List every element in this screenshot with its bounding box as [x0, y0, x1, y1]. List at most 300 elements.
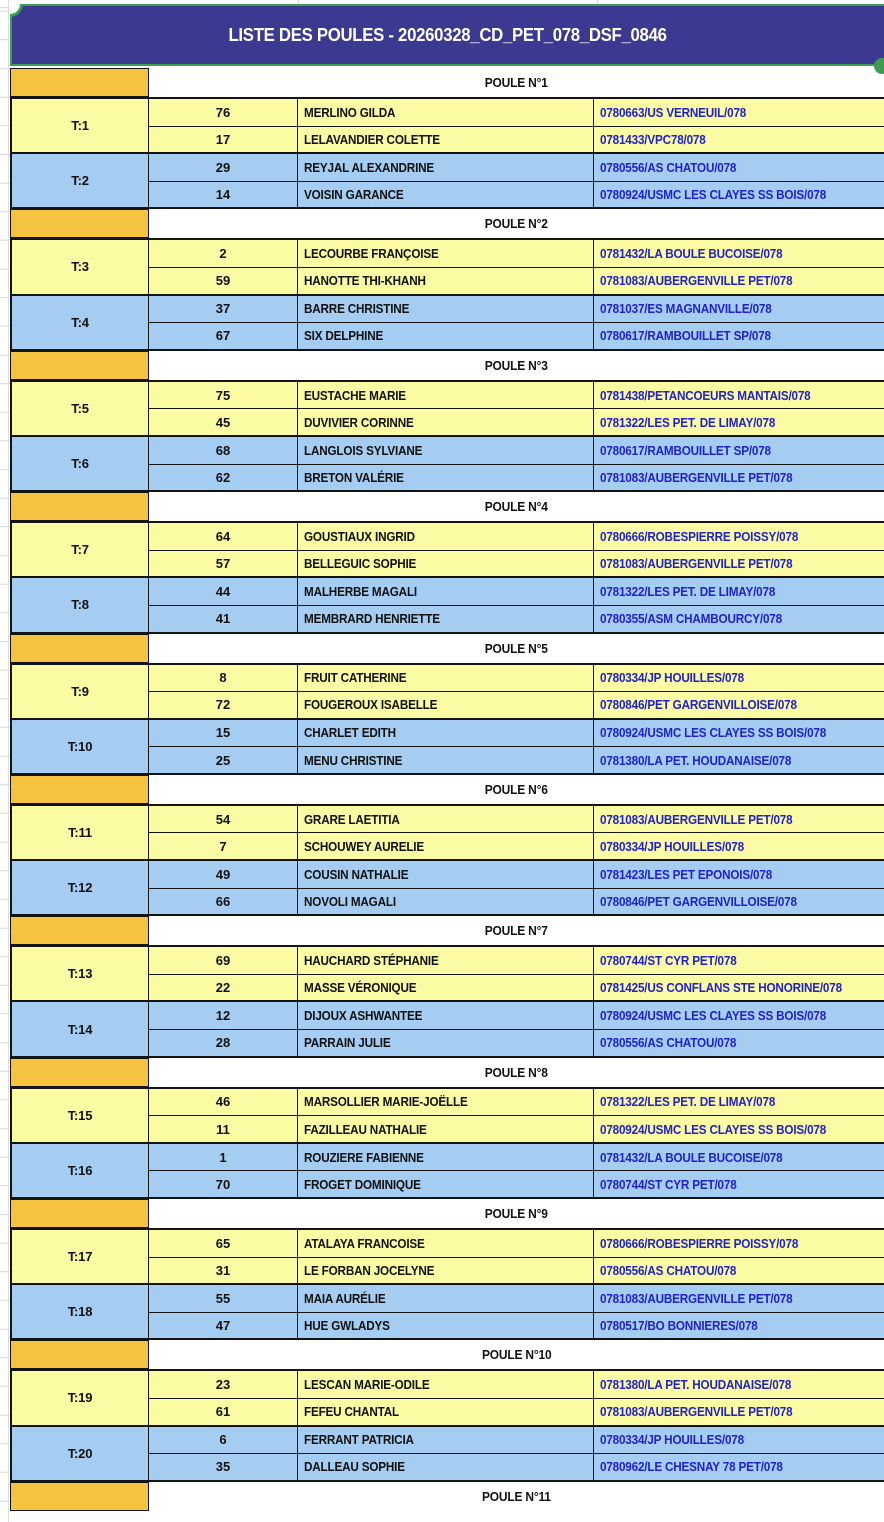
player-name-text: HAUCHARD STÉPHANIE: [304, 953, 439, 969]
player-number-cell: 72: [149, 692, 298, 718]
team-rows: [149, 437, 884, 490]
player-name-text: GOUSTIAUX INGRID: [304, 528, 415, 544]
player-club-text: 0781432/LA BOULE BUCOISE/078: [600, 246, 783, 262]
player-name-cell: [298, 889, 594, 915]
team-block: [10, 578, 884, 633]
player-club-text: 0781083/AUBERGENVILLE PET/078: [600, 273, 793, 289]
player-club-cell: [594, 1002, 884, 1029]
player-number-cell: 2: [149, 240, 298, 267]
player-row: [149, 1230, 884, 1257]
player-name-cell: [298, 1030, 594, 1056]
player-row: [149, 322, 884, 349]
player-row: [149, 947, 884, 974]
pool-header-label: [149, 916, 884, 945]
pool-header-label: [149, 209, 884, 238]
team-block: [10, 238, 884, 295]
player-row: [149, 1312, 884, 1339]
player-name-text: BARRE CHRISTINE: [304, 301, 410, 317]
pool-header-label-text: POULE N°8: [485, 1064, 548, 1080]
team-rows: [149, 1230, 884, 1283]
player-name-text: DALLEAU SOPHIE: [304, 1459, 405, 1475]
player-club-text: 0780846/PET GARGENVILLOISE/078: [600, 697, 797, 713]
player-club-cell: [594, 1144, 884, 1171]
terrain-cell: T:11: [12, 806, 149, 859]
player-name-cell: [298, 1230, 594, 1257]
pool-header-corner-cell: [10, 351, 149, 380]
player-row: [149, 99, 884, 126]
player-number-cell: 47: [149, 1313, 298, 1339]
player-name-text: LANGLOIS SYLVIANE: [304, 442, 423, 458]
player-number-cell: 1: [149, 1144, 298, 1171]
player-club-cell: [594, 833, 884, 859]
player-club-cell: [594, 947, 884, 974]
player-club-cell: [594, 747, 884, 773]
player-number-cell: 23: [149, 1371, 298, 1398]
player-club-text: 0781083/AUBERGENVILLE PET/078: [600, 1404, 793, 1420]
player-row: [149, 1144, 884, 1171]
player-name-text: MARSOLLIER MARIE-JOËLLE: [304, 1094, 468, 1110]
player-row: [149, 605, 884, 632]
player-number-cell: 14: [149, 182, 298, 208]
player-number-cell: 8: [149, 665, 298, 692]
team-rows: [149, 523, 884, 576]
pool-header-corner-cell: [10, 1340, 149, 1369]
team-rows: [149, 665, 884, 718]
team-block: [10, 861, 884, 916]
terrain-cell: T:3: [12, 240, 149, 293]
pool-header-label: [149, 634, 884, 663]
player-club-cell: [594, 1171, 884, 1197]
team-rows: [149, 947, 884, 1000]
player-club-cell: [594, 861, 884, 888]
pool-header-label-text: POULE N°5: [485, 640, 548, 656]
team-rows: [149, 1285, 884, 1338]
player-name-cell: [298, 523, 594, 550]
team-rows: [149, 1002, 884, 1055]
player-club-cell: [594, 551, 884, 577]
player-club-text: 0780924/USMC LES CLAYES SS BOIS/078: [600, 1121, 827, 1137]
pool-header-corner-cell: [10, 209, 149, 238]
pool-header-corner-cell: [10, 634, 149, 663]
pool-header-row: [10, 1482, 884, 1511]
team-rows: [149, 382, 884, 435]
team-block: [10, 437, 884, 492]
player-club-text: 0781083/AUBERGENVILLE PET/078: [600, 1290, 793, 1306]
sheet-margin-gridline: [8, 0, 9, 1522]
terrain-cell: T:18: [12, 1285, 149, 1338]
player-club-cell: [594, 268, 884, 294]
player-name-text: LELAVANDIER COLETTE: [304, 131, 440, 147]
team-block: [10, 1144, 884, 1199]
player-club-text: 0780517/BO BONNIERES/078: [600, 1318, 758, 1334]
player-club-text: 0781322/LES PET. DE LIMAY/078: [600, 1094, 776, 1110]
player-club-text: 0781432/LA BOULE BUCOISE/078: [600, 1149, 783, 1165]
player-club-cell: [594, 1371, 884, 1398]
player-row: [149, 578, 884, 605]
player-row: [149, 382, 884, 409]
pools-table: [10, 68, 884, 1511]
player-club-cell: [594, 99, 884, 126]
pool-header-row: [10, 1340, 884, 1369]
player-club-cell: [594, 127, 884, 153]
player-club-text: 0781322/LES PET. DE LIMAY/078: [600, 584, 776, 600]
player-name-cell: [298, 578, 594, 605]
player-name-text: FOUGEROUX ISABELLE: [304, 697, 438, 713]
player-club-text: 0780666/ROBESPIERRE POISSY/078: [600, 528, 799, 544]
pool-header-row: [10, 492, 884, 521]
player-club-text: 0781037/ES MAGNANVILLE/078: [600, 301, 772, 317]
player-club-cell: [594, 437, 884, 464]
player-club-text: 0780355/ASM CHAMBOURCY/078: [600, 611, 782, 627]
player-name-cell: [298, 1454, 594, 1480]
player-name-cell: [298, 861, 594, 888]
player-name-text: ATALAYA FRANCOISE: [304, 1235, 425, 1251]
player-name-text: FEFEU CHANTAL: [304, 1404, 399, 1420]
player-name-cell: [298, 296, 594, 323]
player-name-cell: [298, 1002, 594, 1029]
pool-header-row: [10, 68, 884, 97]
player-name-cell: [298, 268, 594, 294]
player-number-cell: 55: [149, 1285, 298, 1312]
player-name-text: HUE GWLADYS: [304, 1318, 390, 1334]
player-name-cell: [298, 1171, 594, 1197]
player-name-text: FAZILLEAU NATHALIE: [304, 1121, 427, 1137]
player-row: [149, 746, 884, 773]
player-name-cell: [298, 833, 594, 859]
player-row: [149, 1427, 884, 1454]
pool-header-label-text: POULE N°4: [485, 499, 548, 515]
terrain-cell: T:6: [12, 437, 149, 490]
player-number-cell: 12: [149, 1002, 298, 1029]
player-name-cell: [298, 747, 594, 773]
player-row: [149, 974, 884, 1001]
player-row: [149, 550, 884, 577]
player-club-text: 0780556/AS CHATOU/078: [600, 159, 737, 175]
player-club-cell: [594, 1030, 884, 1056]
player-number-cell: 59: [149, 268, 298, 294]
player-row: [149, 154, 884, 181]
player-name-text: LECOURBE FRANÇOISE: [304, 246, 439, 262]
player-row: [149, 1371, 884, 1398]
player-number-cell: 61: [149, 1399, 298, 1425]
player-number-cell: 22: [149, 975, 298, 1001]
player-name-cell: [298, 182, 594, 208]
player-number-cell: 64: [149, 523, 298, 550]
pool-header-corner-cell: [10, 775, 149, 804]
player-club-text: 0780744/ST CYR PET/078: [600, 1176, 737, 1192]
player-number-cell: 45: [149, 409, 298, 435]
player-club-cell: [594, 606, 884, 632]
pool-header-label-text: POULE N°9: [485, 1206, 548, 1221]
team-block: [10, 1087, 884, 1144]
player-name-text: FERRANT PATRICIA: [304, 1432, 414, 1448]
team-rows: [149, 1371, 884, 1424]
player-club-cell: [594, 806, 884, 833]
player-club-cell: [594, 1285, 884, 1312]
team-block: [10, 1427, 884, 1482]
pool-header-corner-cell: [10, 492, 149, 521]
player-number-cell: 67: [149, 323, 298, 349]
player-club-cell: [594, 382, 884, 409]
player-name-cell: [298, 1427, 594, 1454]
player-club-cell: [594, 889, 884, 915]
player-row: [149, 1453, 884, 1480]
team-rows: [149, 578, 884, 631]
terrain-cell: T:14: [12, 1002, 149, 1055]
player-club-cell: [594, 1116, 884, 1142]
player-row: [149, 861, 884, 888]
player-name-cell: [298, 551, 594, 577]
player-club-text: 0781083/AUBERGENVILLE PET/078: [600, 811, 793, 827]
player-name-cell: [298, 692, 594, 718]
pool-header-label-text: POULE N°7: [485, 923, 548, 939]
player-club-text: 0781423/LES PET EPONOIS/078: [600, 866, 773, 882]
player-name-cell: [298, 1285, 594, 1312]
terrain-cell: T:10: [12, 720, 149, 773]
player-name-text: MAIA AURÉLIE: [304, 1290, 386, 1306]
player-name-text: EUSTACHE MARIE: [304, 387, 406, 403]
player-name-text: SIX DELPHINE: [304, 328, 384, 344]
player-row: [149, 1257, 884, 1284]
pool-header-row: [10, 634, 884, 663]
team-block: [10, 1369, 884, 1426]
player-row: [149, 1398, 884, 1425]
player-row: [149, 1002, 884, 1029]
player-name-cell: [298, 127, 594, 153]
pool-header-label: [149, 351, 884, 380]
pool-header-label-text: POULE N°3: [485, 357, 548, 373]
player-row: [149, 665, 884, 692]
player-club-text: 0781380/LA PET. HOUDANAISE/078: [600, 1377, 792, 1393]
player-club-text: 0780663/US VERNEUIL/078: [600, 104, 747, 120]
player-club-cell: [594, 1089, 884, 1116]
player-row: [149, 296, 884, 323]
player-row: [149, 126, 884, 153]
team-rows: [149, 806, 884, 859]
team-rows: [149, 1144, 884, 1197]
pool-header-row: [10, 1058, 884, 1087]
player-row: [149, 1285, 884, 1312]
team-rows: [149, 1427, 884, 1480]
pool-header-row: [10, 1199, 884, 1228]
player-name-cell: [298, 240, 594, 267]
pool-header-label: [149, 1482, 884, 1511]
player-name-cell: [298, 465, 594, 491]
terrain-cell: T:13: [12, 947, 149, 1000]
player-name-cell: [298, 1313, 594, 1339]
player-name-cell: [298, 1399, 594, 1425]
player-club-text: 0780924/USMC LES CLAYES SS BOIS/078: [600, 725, 827, 741]
player-number-cell: 6: [149, 1427, 298, 1454]
pool-header-row: [10, 209, 884, 238]
terrain-cell: T:4: [12, 296, 149, 349]
player-club-cell: [594, 523, 884, 550]
terrain-cell: T:1: [12, 99, 149, 152]
player-name-cell: [298, 1089, 594, 1116]
player-name-text: FROGET DOMINIQUE: [304, 1176, 421, 1192]
player-club-text: 0780617/RAMBOUILLET SP/078: [600, 328, 771, 344]
player-name-text: MEMBRARD HENRIETTE: [304, 611, 440, 627]
player-name-cell: [298, 947, 594, 974]
player-club-text: 0781425/US CONFLANS STE HONORINE/078: [600, 980, 842, 996]
terrain-cell: T:7: [12, 523, 149, 576]
player-name-text: NOVOLI MAGALI: [304, 893, 396, 909]
player-name-text: MENU CHRISTINE: [304, 752, 403, 768]
player-club-text: 0780924/USMC LES CLAYES SS BOIS/078: [600, 1008, 827, 1024]
player-name-cell: [298, 323, 594, 349]
player-name-cell: [298, 665, 594, 692]
player-club-text: 0780334/JP HOUILLES/078: [600, 838, 744, 854]
player-name-text: CHARLET EDITH: [304, 725, 396, 741]
team-rows: [149, 154, 884, 207]
player-number-cell: 76: [149, 99, 298, 126]
player-row: [149, 240, 884, 267]
pool-header-row: [10, 351, 884, 380]
title-bar[interactable]: [10, 4, 884, 66]
player-club-cell: [594, 154, 884, 181]
pool-header-corner-cell: [10, 1482, 149, 1511]
player-name-cell: [298, 382, 594, 409]
terrain-cell: T:17: [12, 1230, 149, 1283]
player-club-cell: [594, 1230, 884, 1257]
selection-handle-bottom-right[interactable]: [874, 58, 884, 74]
player-number-cell: 37: [149, 296, 298, 323]
player-club-text: 0781083/AUBERGENVILLE PET/078: [600, 469, 793, 485]
player-club-cell: [594, 1427, 884, 1454]
pool-header-label-text: POULE N°1: [485, 75, 548, 90]
player-name-cell: [298, 409, 594, 435]
player-club-text: 0780924/USMC LES CLAYES SS BOIS/078: [600, 187, 827, 203]
player-club-text: 0780556/AS CHATOU/078: [600, 1035, 737, 1051]
player-number-cell: 57: [149, 551, 298, 577]
player-club-cell: [594, 240, 884, 267]
player-name-text: ROUZIERE FABIENNE: [304, 1149, 424, 1165]
player-number-cell: 66: [149, 889, 298, 915]
player-number-cell: 25: [149, 747, 298, 773]
player-name-cell: [298, 806, 594, 833]
player-number-cell: 65: [149, 1230, 298, 1257]
team-block: [10, 945, 884, 1002]
player-row: [149, 408, 884, 435]
pool-header-label: [149, 1058, 884, 1087]
player-name-cell: [298, 437, 594, 464]
player-number-cell: 69: [149, 947, 298, 974]
terrain-cell: T:12: [12, 861, 149, 914]
player-club-text: 0781322/LES PET. DE LIMAY/078: [600, 414, 776, 430]
player-club-text: 0780617/RAMBOUILLET SP/078: [600, 442, 771, 458]
pool-header-corner-cell: [10, 1058, 149, 1087]
player-number-cell: 68: [149, 437, 298, 464]
player-name-text: GRARE LAETITIA: [304, 811, 400, 827]
player-row: [149, 181, 884, 208]
player-name-text: DIJOUX ASHWANTEE: [304, 1008, 423, 1024]
player-club-cell: [594, 720, 884, 747]
player-name-text: MASSE VÉRONIQUE: [304, 980, 417, 996]
player-row: [149, 888, 884, 915]
player-number-cell: 75: [149, 382, 298, 409]
player-number-cell: 7: [149, 833, 298, 859]
pool-header-label: [149, 68, 884, 97]
player-row: [149, 523, 884, 550]
player-name-cell: [298, 1371, 594, 1398]
player-name-text: PARRAIN JULIE: [304, 1035, 391, 1051]
player-row: [149, 691, 884, 718]
player-club-cell: [594, 323, 884, 349]
player-club-text: 0780962/LE CHESNAY 78 PET/078: [600, 1459, 783, 1475]
team-rows: [149, 296, 884, 349]
player-number-cell: 28: [149, 1030, 298, 1056]
player-club-cell: [594, 409, 884, 435]
terrain-cell: T:2: [12, 154, 149, 207]
terrain-cell: T:9: [12, 665, 149, 718]
team-block: [10, 521, 884, 578]
player-club-cell: [594, 1258, 884, 1284]
player-row: [149, 1089, 884, 1116]
terrain-cell: T:19: [12, 1371, 149, 1424]
player-row: [149, 1115, 884, 1142]
player-club-text: 0780666/ROBESPIERRE POISSY/078: [600, 1235, 799, 1251]
player-row: [149, 1029, 884, 1056]
player-club-text: 0781433/VPC78/078: [600, 131, 706, 147]
pool-header-label: [149, 1340, 884, 1369]
pool-header-corner-cell: [10, 68, 149, 97]
player-number-cell: 31: [149, 1258, 298, 1284]
player-club-text: 0781380/LA PET. HOUDANAISE/078: [600, 752, 792, 768]
player-club-text: 0780334/JP HOUILLES/078: [600, 670, 744, 686]
player-name-text: BRETON VALÉRIE: [304, 469, 404, 485]
player-name-cell: [298, 99, 594, 126]
player-name-text: DUVIVIER CORINNE: [304, 414, 414, 430]
team-rows: [149, 1089, 884, 1142]
team-block: [10, 804, 884, 861]
player-club-cell: [594, 1454, 884, 1480]
pool-header-label: [149, 775, 884, 804]
pool-header-label-text: POULE N°10: [481, 1347, 552, 1363]
team-block: [10, 1002, 884, 1057]
team-rows: [149, 99, 884, 152]
team-rows: [149, 720, 884, 773]
player-name-text: VOISIN GARANCE: [304, 187, 404, 203]
player-row: [149, 267, 884, 294]
player-club-text: 0781083/AUBERGENVILLE PET/078: [600, 556, 793, 572]
player-name-cell: [298, 1144, 594, 1171]
player-number-cell: 62: [149, 465, 298, 491]
player-number-cell: 17: [149, 127, 298, 153]
pool-header-row: [10, 775, 884, 804]
player-club-cell: [594, 1399, 884, 1425]
player-name-cell: [298, 154, 594, 181]
player-number-cell: 11: [149, 1116, 298, 1142]
player-name-text: HANOTTE THI-KHANH: [304, 273, 426, 289]
team-block: [10, 296, 884, 351]
player-row: [149, 437, 884, 464]
player-name-text: FRUIT CATHERINE: [304, 670, 407, 686]
player-name-cell: [298, 606, 594, 632]
pool-header-label-text: POULE N°6: [485, 781, 548, 797]
team-block: [10, 154, 884, 209]
page-title: LISTE DES POULES - 20260328_CD_PET_078_DSF_0846: [228, 24, 668, 45]
pool-header-row: [10, 916, 884, 945]
player-name-cell: [298, 975, 594, 1001]
player-row: [149, 464, 884, 491]
player-club-text: 0780556/AS CHATOU/078: [600, 1262, 737, 1278]
player-name-text: LESCAN MARIE-ODILE: [304, 1377, 430, 1393]
player-name-text: REYJAL ALEXANDRINE: [304, 159, 435, 175]
player-name-text: MALHERBE MAGALI: [304, 584, 417, 600]
terrain-cell: T:16: [12, 1144, 149, 1197]
pool-header-label: [149, 492, 884, 521]
team-block: [10, 1285, 884, 1340]
